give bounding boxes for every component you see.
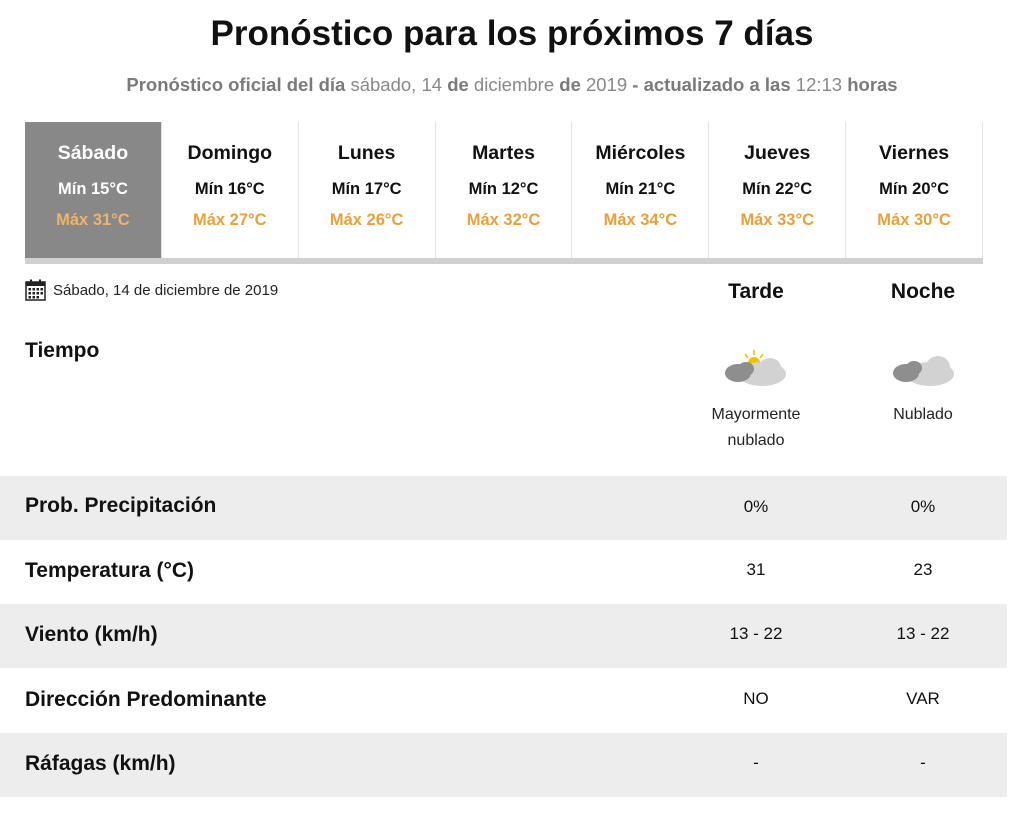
day-name: Viernes: [879, 142, 950, 164]
row-label: Temperatura (°C): [25, 559, 195, 582]
day-tab-sabado[interactable]: [25, 122, 162, 258]
day-min-temp: Mín 20°C: [879, 180, 950, 198]
subtitle-time: 12:13: [790, 74, 848, 95]
weather-desc-line: Nublado: [893, 406, 953, 423]
day-max-temp: Máx 26°C: [329, 211, 404, 229]
page-title: Pronóstico para los próximos 7 días: [210, 14, 814, 53]
cell-noche: -: [920, 753, 926, 772]
page-subtitle: [0, 74, 1024, 96]
day-max-temp: Máx 30°C: [877, 211, 951, 229]
subtitle-label: Pronóstico oficial del día: [126, 74, 346, 95]
row-label: Prob. Precipitación: [25, 494, 217, 517]
day-tab-domingo[interactable]: [162, 122, 299, 258]
day-max-temp: Máx 34°C: [603, 211, 678, 229]
cloudy-icon: [890, 348, 958, 390]
cell-tarde: 0%: [743, 497, 769, 516]
cell-noche: 0%: [910, 497, 936, 516]
cell-tarde: 31: [746, 560, 766, 579]
partly-cloudy-sun-icon: [722, 348, 790, 390]
day-min-temp: Mín 17°C: [331, 180, 402, 198]
detail-date: [25, 277, 278, 303]
column-header-tarde: Tarde: [728, 280, 784, 303]
subtitle-hours: horas: [847, 74, 898, 95]
row-label-tiempo: Tiempo: [25, 339, 100, 362]
day-min-temp: Mín 21°C: [605, 180, 676, 198]
day-tab-viernes[interactable]: [846, 122, 983, 258]
weather-desc-noche: [848, 402, 998, 428]
day-tab-jueves[interactable]: [709, 122, 846, 258]
day-min-temp: Mín 12°C: [468, 180, 539, 198]
day-name: Lunes: [337, 142, 396, 164]
row-label: Viento (km/h): [25, 623, 158, 646]
subtitle-de-2: de: [559, 74, 581, 95]
day-name: Domingo: [187, 142, 273, 164]
cell-noche: 13 - 22: [896, 624, 950, 643]
day-min-temp: Mín 16°C: [194, 180, 265, 198]
subtitle-de: de: [447, 74, 469, 95]
detail-date-text: Sábado, 14 de diciembre de 2019: [53, 281, 279, 299]
day-min-temp: Mín 15°C: [58, 180, 128, 198]
table-row: [0, 668, 1007, 732]
cell-noche: VAR: [906, 689, 940, 708]
day-tab-martes[interactable]: [436, 122, 573, 258]
weather-desc-line: Mayormente: [711, 406, 801, 423]
subtitle-year: 2019: [580, 74, 633, 95]
day-max-temp: Máx 32°C: [466, 211, 541, 229]
row-label: Ráfagas (km/h): [25, 752, 176, 775]
subtitle-month: diciembre: [468, 74, 560, 95]
calendar-icon: [25, 279, 46, 301]
table-row: [0, 476, 1007, 540]
table-row: [0, 540, 1007, 604]
weather-desc-tarde: [681, 402, 831, 454]
row-label: Dirección Predominante: [25, 688, 267, 711]
weather-desc-line: nublado: [727, 432, 785, 449]
table-row: [0, 733, 1007, 797]
day-name: Jueves: [744, 142, 811, 164]
day-tab-miercoles[interactable]: [572, 122, 709, 258]
day-name: Martes: [472, 142, 535, 164]
table-row: [0, 604, 1007, 668]
day-tabs: [25, 122, 983, 258]
day-min-temp: Mín 22°C: [742, 180, 813, 198]
subtitle-weekday-day: sábado, 14: [345, 74, 448, 95]
day-tabs-underline: [25, 258, 983, 264]
day-tab-lunes[interactable]: [299, 122, 436, 258]
day-max-temp: Máx 31°C: [56, 211, 130, 229]
day-name: Miércoles: [595, 142, 686, 164]
column-header-noche: Noche: [890, 280, 956, 303]
day-name: Sábado: [57, 142, 129, 164]
cell-tarde: -: [753, 753, 759, 772]
day-max-temp: Máx 27°C: [193, 211, 267, 229]
subtitle-updated-label: - actualizado a las: [632, 74, 791, 95]
day-max-temp: Máx 33°C: [740, 211, 814, 229]
cell-tarde: 13 - 22: [729, 624, 783, 643]
cell-noche: 23: [913, 560, 933, 579]
cell-tarde: NO: [743, 689, 769, 708]
